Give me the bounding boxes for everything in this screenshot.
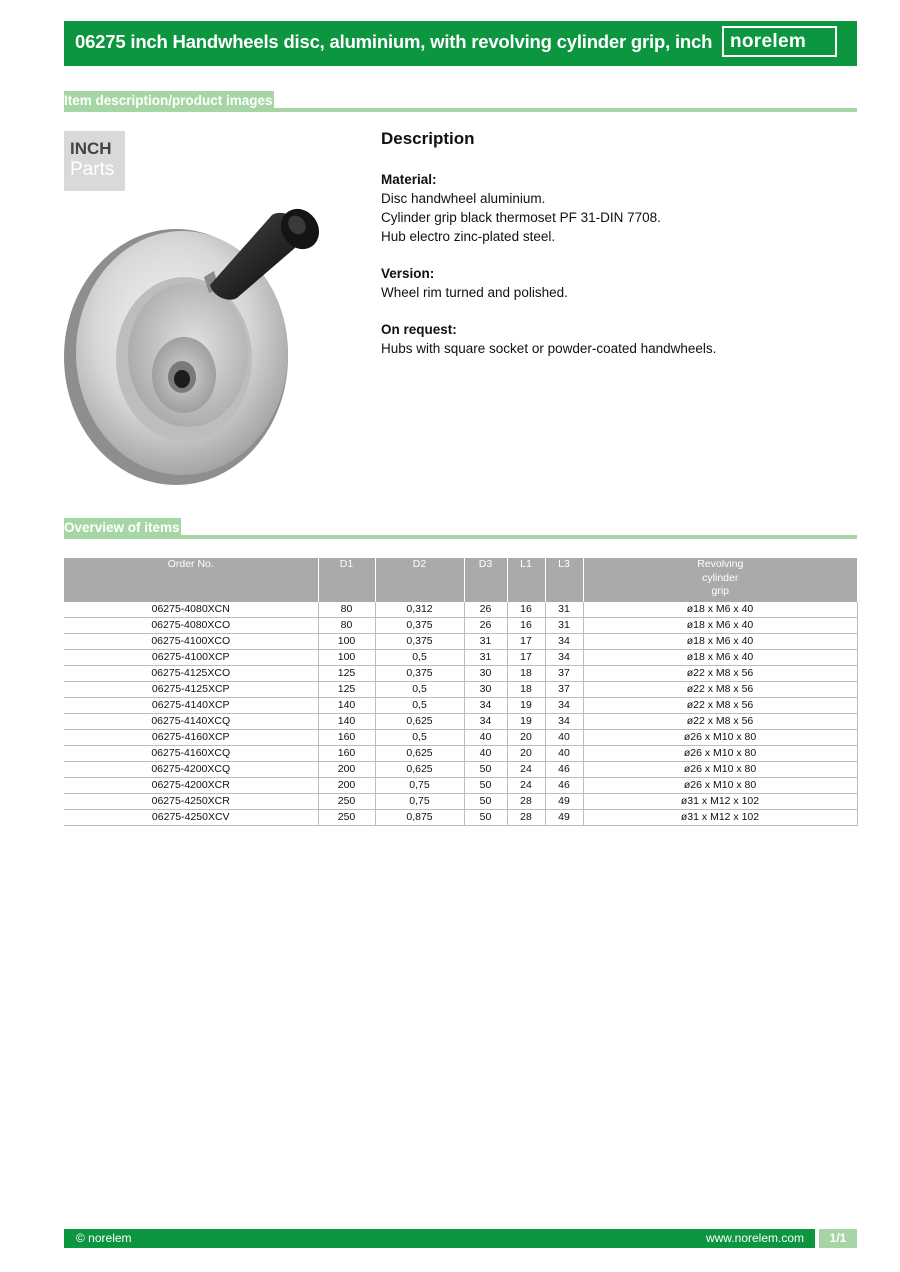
cell-d2: 0,625 <box>375 714 464 730</box>
cell-d3: 34 <box>464 714 507 730</box>
cell-l3: 40 <box>545 730 583 746</box>
table-row <box>64 730 857 746</box>
cell-d1: 100 <box>318 650 375 666</box>
grip-header-text: Revolving cylinder grip <box>697 558 744 597</box>
cell-d1: 140 <box>318 714 375 730</box>
table-row <box>64 650 857 666</box>
cell-d2: 0,5 <box>375 650 464 666</box>
section-rule <box>64 535 857 539</box>
cell-l1: 20 <box>507 730 545 746</box>
cell-order-no: 06275-4200XCQ <box>64 762 318 778</box>
header-bar <box>64 21 857 66</box>
cell-l1: 24 <box>507 762 545 778</box>
cell-order-no: 06275-4080XCN <box>64 602 318 618</box>
cell-d1: 250 <box>318 794 375 810</box>
cell-grip: ø22 x M8 x 56 <box>583 714 857 730</box>
cell-l1: 17 <box>507 634 545 650</box>
cell-d2: 0,875 <box>375 810 464 826</box>
cell-l3: 37 <box>545 666 583 682</box>
table-row <box>64 794 857 810</box>
table-header-row <box>64 558 857 602</box>
table-row <box>64 698 857 714</box>
cell-d2: 0,625 <box>375 762 464 778</box>
cell-l3: 34 <box>545 714 583 730</box>
cell-order-no: 06275-4250XCR <box>64 794 318 810</box>
column-header-order-no: Order No. <box>64 558 318 602</box>
column-header-d2: D2 <box>375 558 464 602</box>
cell-d2: 0,375 <box>375 666 464 682</box>
cell-d3: 50 <box>464 762 507 778</box>
table-row <box>64 810 857 826</box>
cell-l1: 24 <box>507 778 545 794</box>
cell-d3: 34 <box>464 698 507 714</box>
material-line: Cylinder grip black thermoset PF 31-DIN 7708. <box>381 210 661 225</box>
request-block <box>381 320 851 358</box>
description-heading: Description <box>381 129 475 148</box>
cell-l1: 18 <box>507 682 545 698</box>
cell-order-no: 06275-4140XCP <box>64 698 318 714</box>
cell-grip: ø18 x M6 x 40 <box>583 618 857 634</box>
footer-bar <box>64 1229 815 1248</box>
cell-order-no: 06275-4160XCQ <box>64 746 318 762</box>
table-row <box>64 602 857 618</box>
cell-d1: 125 <box>318 666 375 682</box>
table-row <box>64 666 857 682</box>
material-label: Material: <box>381 172 437 187</box>
cell-l3: 34 <box>545 698 583 714</box>
section-header-overview <box>64 518 857 540</box>
table-row <box>64 778 857 794</box>
cell-l3: 46 <box>545 778 583 794</box>
cell-d2: 0,5 <box>375 730 464 746</box>
on-request-line: Hubs with square socket or powder-coated handwheels. <box>381 341 717 356</box>
cell-d1: 200 <box>318 762 375 778</box>
cell-order-no: 06275-4125XCO <box>64 666 318 682</box>
cell-order-no: 06275-4200XCR <box>64 778 318 794</box>
cell-d3: 50 <box>464 794 507 810</box>
cell-order-no: 06275-4160XCP <box>64 730 318 746</box>
cell-order-no: 06275-4140XCQ <box>64 714 318 730</box>
cell-grip: ø31 x M12 x 102 <box>583 810 857 826</box>
cell-d1: 250 <box>318 810 375 826</box>
cell-d2: 0,5 <box>375 682 464 698</box>
cell-d2: 0,625 <box>375 746 464 762</box>
cell-l1: 19 <box>507 698 545 714</box>
cell-l1: 16 <box>507 618 545 634</box>
cell-d1: 80 <box>318 602 375 618</box>
table-body <box>64 602 857 826</box>
footer-copyright: © norelem <box>76 1231 132 1245</box>
cell-d2: 0,312 <box>375 602 464 618</box>
cell-d1: 125 <box>318 682 375 698</box>
cell-grip: ø26 x M10 x 80 <box>583 778 857 794</box>
norelem-logo <box>722 26 837 57</box>
cell-l1: 18 <box>507 666 545 682</box>
cell-d3: 40 <box>464 730 507 746</box>
cell-l1: 16 <box>507 602 545 618</box>
cell-d3: 31 <box>464 634 507 650</box>
cell-l1: 28 <box>507 810 545 826</box>
table-row <box>64 762 857 778</box>
handwheel-product-image <box>64 205 324 497</box>
cell-d3: 30 <box>464 682 507 698</box>
cell-order-no: 06275-4100XCO <box>64 634 318 650</box>
column-header-d3: D3 <box>464 558 507 602</box>
cell-d1: 160 <box>318 746 375 762</box>
cell-grip: ø22 x M8 x 56 <box>583 698 857 714</box>
column-header-d1: D1 <box>318 558 375 602</box>
cell-d3: 50 <box>464 810 507 826</box>
cell-grip: ø18 x M6 x 40 <box>583 602 857 618</box>
column-header-l1: L1 <box>507 558 545 602</box>
cell-d3: 30 <box>464 666 507 682</box>
page-number: 1/1 <box>819 1229 857 1248</box>
cell-l1: 20 <box>507 746 545 762</box>
table-row <box>64 746 857 762</box>
cell-grip: ø18 x M6 x 40 <box>583 650 857 666</box>
material-block <box>381 170 851 246</box>
cell-d3: 50 <box>464 778 507 794</box>
description-panel <box>381 128 851 376</box>
cell-l1: 19 <box>507 714 545 730</box>
section-label-product: Item description/product images <box>64 91 274 111</box>
cell-l3: 34 <box>545 634 583 650</box>
cell-grip: ø26 x M10 x 80 <box>583 746 857 762</box>
on-request-label: On request: <box>381 322 457 337</box>
material-line: Disc handwheel aluminium. <box>381 191 546 206</box>
badge-inch-text: INCH <box>70 139 112 158</box>
column-header-l3: L3 <box>545 558 583 602</box>
cell-grip: ø18 x M6 x 40 <box>583 634 857 650</box>
cell-d2: 0,375 <box>375 618 464 634</box>
cell-grip: ø22 x M8 x 56 <box>583 666 857 682</box>
cell-l3: 37 <box>545 682 583 698</box>
badge-parts-text: Parts <box>70 159 115 180</box>
cell-grip: ø22 x M8 x 56 <box>583 682 857 698</box>
cell-d1: 140 <box>318 698 375 714</box>
cell-l3: 31 <box>545 618 583 634</box>
inch-parts-badge <box>64 131 125 191</box>
cell-d1: 80 <box>318 618 375 634</box>
cell-l3: 49 <box>545 794 583 810</box>
cell-grip: ø31 x M12 x 102 <box>583 794 857 810</box>
cell-grip: ø26 x M10 x 80 <box>583 730 857 746</box>
cell-l3: 40 <box>545 746 583 762</box>
material-line: Hub electro zinc-plated steel. <box>381 229 556 244</box>
cell-d3: 31 <box>464 650 507 666</box>
table-row <box>64 618 857 634</box>
cell-d3: 40 <box>464 746 507 762</box>
table-row <box>64 682 857 698</box>
logo-text: norelem <box>730 31 807 52</box>
cell-d1: 200 <box>318 778 375 794</box>
cell-order-no: 06275-4250XCV <box>64 810 318 826</box>
cell-l1: 28 <box>507 794 545 810</box>
version-label: Version: <box>381 266 435 281</box>
cell-d2: 0,75 <box>375 794 464 810</box>
cell-l3: 31 <box>545 602 583 618</box>
version-line: Wheel rim turned and polished. <box>381 285 568 300</box>
cell-order-no: 06275-4125XCP <box>64 682 318 698</box>
table-row <box>64 714 857 730</box>
cell-d2: 0,375 <box>375 634 464 650</box>
page-title: 06275 inch Handwheels disc, aluminium, with revolving cylinder grip, inch <box>75 31 713 52</box>
cell-d1: 100 <box>318 634 375 650</box>
column-header-grip <box>583 558 857 602</box>
cell-d3: 26 <box>464 618 507 634</box>
cell-order-no: 06275-4100XCP <box>64 650 318 666</box>
cell-l1: 17 <box>507 650 545 666</box>
cell-d1: 160 <box>318 730 375 746</box>
cell-d3: 26 <box>464 602 507 618</box>
section-header-product <box>64 91 857 113</box>
section-label-overview: Overview of items <box>64 518 181 538</box>
cell-order-no: 06275-4080XCO <box>64 618 318 634</box>
cell-l3: 49 <box>545 810 583 826</box>
table-row <box>64 634 857 650</box>
cell-grip: ø26 x M10 x 80 <box>583 762 857 778</box>
version-block <box>381 264 851 302</box>
items-table <box>64 558 858 826</box>
cell-l3: 34 <box>545 650 583 666</box>
footer-website-link[interactable]: www.norelem.com <box>705 1231 804 1245</box>
cell-l3: 46 <box>545 762 583 778</box>
cell-d2: 0,75 <box>375 778 464 794</box>
cell-d2: 0,5 <box>375 698 464 714</box>
